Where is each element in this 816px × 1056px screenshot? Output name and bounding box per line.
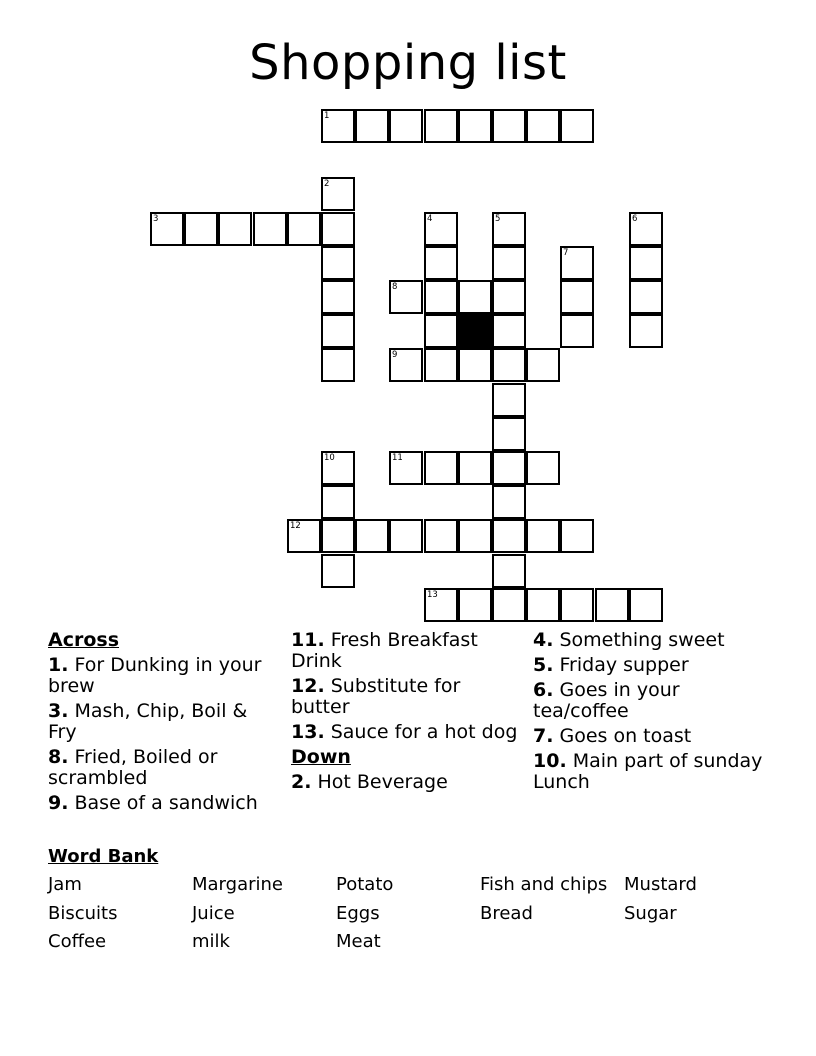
- crossword-cell[interactable]: [389, 519, 423, 553]
- clue-text: Something sweet: [553, 629, 725, 651]
- word-bank-title: Word Bank: [48, 846, 159, 867]
- crossword-cell[interactable]: [492, 383, 526, 417]
- clue-down-7: [533, 726, 773, 747]
- crossword-cell[interactable]: [560, 280, 594, 314]
- page-title: Shopping list: [249, 35, 567, 91]
- clue-number: 7.: [533, 725, 554, 747]
- clue-number: 6.: [533, 679, 554, 701]
- crossword-cell[interactable]: [355, 109, 389, 143]
- cell-number: 12: [290, 521, 301, 531]
- clue-number: 3.: [48, 700, 69, 722]
- clues-column-1: [48, 630, 278, 818]
- clue-text: Friday supper: [553, 654, 689, 676]
- crossword-cell[interactable]: [492, 451, 526, 485]
- crossword-cell[interactable]: [492, 485, 526, 519]
- crossword-cell[interactable]: [458, 109, 492, 143]
- clue-text: Substitute for butter: [291, 675, 461, 718]
- crossword-cell[interactable]: [150, 212, 184, 246]
- crossword-cell[interactable]: [629, 212, 663, 246]
- cell-number: 11: [392, 453, 403, 463]
- crossword-cell[interactable]: [458, 451, 492, 485]
- crossword-cell[interactable]: [424, 314, 458, 348]
- clue-number: 4.: [533, 629, 554, 651]
- crossword-cell[interactable]: [389, 109, 423, 143]
- word-bank-item: milk: [192, 931, 230, 952]
- clue-number: 11.: [291, 629, 325, 651]
- crossword-cell[interactable]: [424, 451, 458, 485]
- clue-down-5: [533, 655, 773, 676]
- crossword-cell[interactable]: [355, 519, 389, 553]
- word-bank-item: Eggs: [336, 903, 380, 924]
- word-bank-item: Coffee: [48, 931, 107, 952]
- crossword-cell[interactable]: [218, 212, 252, 246]
- clue-number: 9.: [48, 792, 69, 814]
- cell-number: 3: [153, 214, 159, 224]
- word-bank-item: Biscuits: [48, 903, 118, 924]
- crossword-cell[interactable]: [629, 246, 663, 280]
- across-heading: Across: [48, 629, 120, 651]
- crossword-cell[interactable]: [526, 588, 560, 622]
- clue-text: Main part of sunday Lunch: [533, 750, 763, 793]
- clue-across-11: [291, 630, 521, 672]
- crossword-cell[interactable]: [321, 554, 355, 588]
- clue-text: Mash, Chip, Boil & Fry: [48, 700, 248, 743]
- crossword-cell[interactable]: [389, 451, 423, 485]
- clue-text: Fried, Boiled or scrambled: [48, 746, 218, 789]
- crossword-cell[interactable]: [321, 485, 355, 519]
- crossword-cell[interactable]: [458, 519, 492, 553]
- cell-number: 5: [495, 214, 501, 224]
- word-bank-item: Mustard: [624, 874, 697, 895]
- cell-number: 4: [427, 214, 433, 224]
- crossword-cell[interactable]: [526, 348, 560, 382]
- word-bank-item: Margarine: [192, 874, 283, 895]
- crossword-cell[interactable]: [321, 177, 355, 211]
- crossword-cell[interactable]: [389, 348, 423, 382]
- crossword-cell[interactable]: [424, 519, 458, 553]
- clue-text: Sauce for a hot dog: [324, 721, 518, 743]
- clue-text: Base of a sandwich: [68, 792, 258, 814]
- clue-across-1: [48, 655, 278, 697]
- cell-number: 10: [324, 453, 335, 463]
- word-bank-item: Sugar: [624, 903, 677, 924]
- clue-number: 10.: [533, 750, 567, 772]
- clue-text: Fresh Breakfast Drink: [291, 629, 478, 672]
- crossword-cell[interactable]: [424, 588, 458, 622]
- clues-column-2: [291, 630, 521, 797]
- crossword-cell[interactable]: [492, 348, 526, 382]
- word-bank-item: Jam: [48, 874, 82, 895]
- crossword-cell[interactable]: [492, 212, 526, 246]
- crossword-cell[interactable]: [526, 519, 560, 553]
- clue-text: Hot Beverage: [311, 771, 448, 793]
- crossword-cell[interactable]: [287, 519, 321, 553]
- crossword-cell[interactable]: [492, 314, 526, 348]
- crossword-cell[interactable]: [492, 280, 526, 314]
- crossword-cell[interactable]: [321, 348, 355, 382]
- crossword-cell[interactable]: [492, 519, 526, 553]
- crossword-cell[interactable]: [560, 519, 594, 553]
- clues-column-3: [533, 630, 773, 797]
- crossword-cell[interactable]: [184, 212, 218, 246]
- clue-text: Goes in your tea/coffee: [533, 679, 680, 722]
- word-bank-item: Juice: [192, 903, 235, 924]
- clue-number: 1.: [48, 654, 69, 676]
- clue-down-10: [533, 751, 773, 793]
- crossword-cell[interactable]: [560, 588, 594, 622]
- crossword-cell[interactable]: [629, 588, 663, 622]
- clue-across-12: [291, 676, 521, 718]
- clue-number: 8.: [48, 746, 69, 768]
- crossword-cell[interactable]: [560, 246, 594, 280]
- crossword-cell[interactable]: [458, 280, 492, 314]
- cell-number: 13: [427, 590, 438, 600]
- clue-across-9: [48, 793, 278, 814]
- crossword-cell[interactable]: [492, 109, 526, 143]
- crossword-cell[interactable]: [424, 246, 458, 280]
- crossword-cell[interactable]: [595, 588, 629, 622]
- clue-down-2: [291, 772, 521, 793]
- cell-number: 8: [392, 282, 398, 292]
- down-heading: Down: [291, 746, 351, 768]
- word-bank-item: Fish and chips: [480, 874, 608, 895]
- clue-across-3: [48, 701, 278, 743]
- crossword-cell[interactable]: [560, 314, 594, 348]
- cell-number: 2: [324, 179, 330, 189]
- crossword-cell[interactable]: [253, 212, 287, 246]
- word-bank-item: Potato: [336, 874, 394, 895]
- clue-across-8: [48, 747, 278, 789]
- crossword-cell[interactable]: [526, 109, 560, 143]
- cell-number: 6: [632, 214, 638, 224]
- clue-text: For Dunking in your brew: [48, 654, 262, 697]
- crossword-cell[interactable]: [424, 348, 458, 382]
- crossword-cell[interactable]: [424, 280, 458, 314]
- crossword-cell[interactable]: [321, 451, 355, 485]
- crossword-cell[interactable]: [389, 280, 423, 314]
- crossword-cell[interactable]: [629, 314, 663, 348]
- crossword-cell[interactable]: [458, 588, 492, 622]
- clue-number: 13.: [291, 721, 325, 743]
- cell-number: 7: [563, 248, 569, 258]
- crossword-cell[interactable]: [629, 280, 663, 314]
- crossword-cell[interactable]: [492, 554, 526, 588]
- clue-text: Goes on toast: [553, 725, 692, 747]
- clue-across-13: [291, 722, 521, 743]
- cell-number: 1: [324, 111, 330, 121]
- clue-number: 5.: [533, 654, 554, 676]
- crossword-cell[interactable]: [321, 212, 355, 246]
- blocked-cell: [458, 314, 492, 348]
- cell-number: 9: [392, 350, 398, 360]
- clue-number: 2.: [291, 771, 312, 793]
- word-bank-item: Bread: [480, 903, 533, 924]
- crossword-cell[interactable]: [492, 417, 526, 451]
- clue-down-6: [533, 680, 773, 722]
- crossword-cell[interactable]: [526, 451, 560, 485]
- crossword-cell[interactable]: [560, 109, 594, 143]
- crossword-cell[interactable]: [321, 314, 355, 348]
- crossword-cell[interactable]: [321, 246, 355, 280]
- clue-number: 12.: [291, 675, 325, 697]
- word-bank-item: Meat: [336, 931, 381, 952]
- crossword-cell[interactable]: [424, 212, 458, 246]
- crossword-cell[interactable]: [424, 109, 458, 143]
- crossword-cell[interactable]: [321, 280, 355, 314]
- crossword-cell[interactable]: [287, 212, 321, 246]
- crossword-cell[interactable]: [492, 588, 526, 622]
- crossword-cell[interactable]: [492, 246, 526, 280]
- crossword-cell[interactable]: [458, 348, 492, 382]
- crossword-cell[interactable]: [321, 109, 355, 143]
- clue-down-4: [533, 630, 773, 651]
- crossword-cell[interactable]: [321, 519, 355, 553]
